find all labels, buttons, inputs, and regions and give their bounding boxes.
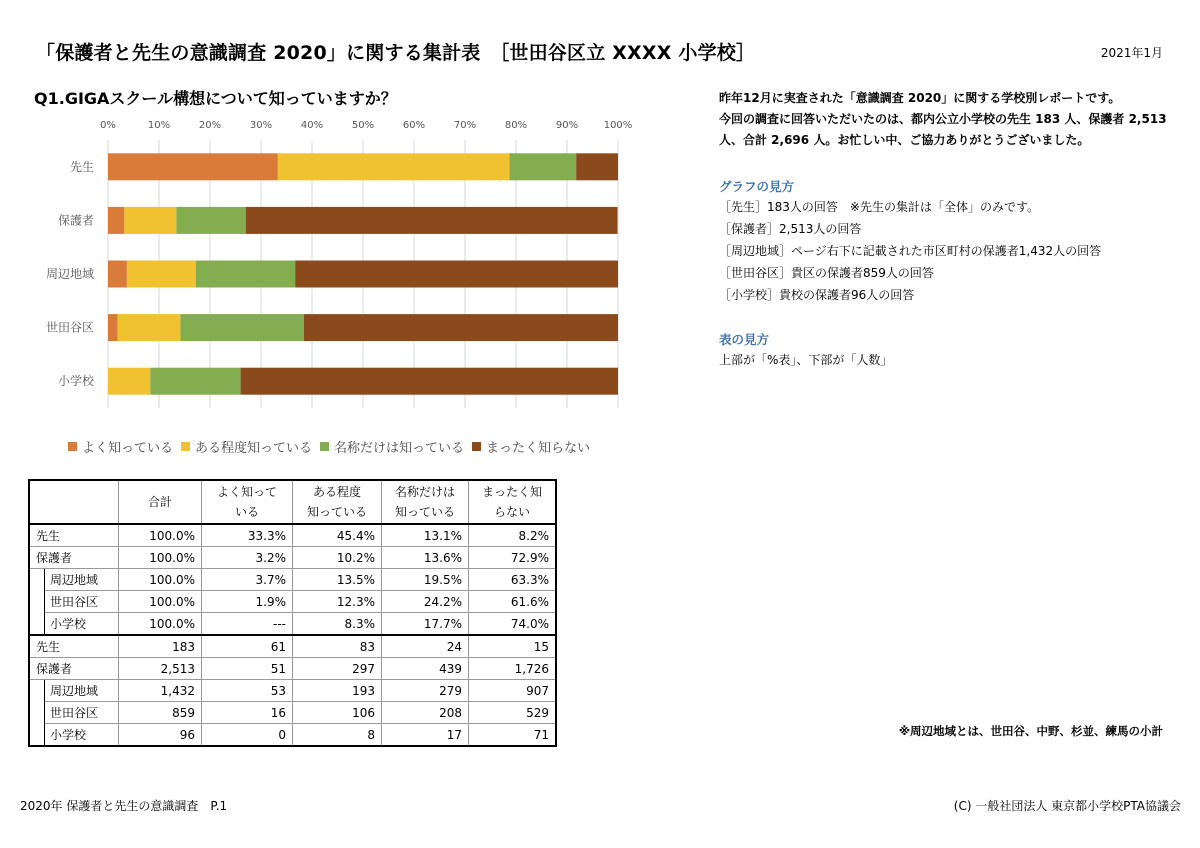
table-row — [29, 724, 556, 747]
indent-cell — [29, 702, 45, 724]
table-cell: 100.0% — [119, 569, 202, 591]
legend-item — [472, 437, 590, 456]
count-rows — [29, 635, 556, 746]
table-cell: 100.0% — [119, 547, 202, 569]
graph-guide-line: ［世田谷区］貴区の保護者859人の回答 — [719, 266, 934, 280]
table-cell: 10.2% — [293, 547, 382, 569]
table-cell: 1,726 — [469, 658, 557, 680]
row-label: 小学校 — [45, 724, 119, 747]
graph-guide-line: ［保護者］2,513人の回答 — [719, 222, 862, 236]
table-cell: 51 — [202, 658, 293, 680]
table-row — [29, 680, 556, 702]
table-cell: 24.2% — [382, 591, 469, 613]
footer-copyright: (C) 一般社団法人 東京都小学校PTA協議会 — [953, 799, 1181, 813]
bar-segment — [108, 368, 150, 395]
table-cell: 17.7% — [382, 613, 469, 636]
table-cell: 83 — [293, 635, 382, 658]
row-label: 世田谷区 — [45, 702, 119, 724]
table-header — [29, 480, 556, 524]
x-tick-label: 90% — [555, 120, 579, 131]
intro-line: 昨年12月に実査された「意識調査 2020」に関する学校別レポートです。 — [719, 91, 1121, 105]
bar-segment — [241, 368, 618, 395]
legend-swatch — [68, 442, 77, 451]
legend-swatch — [181, 442, 190, 451]
stacked-bar-chart — [34, 112, 644, 412]
table-cell: 12.3% — [293, 591, 382, 613]
table-cell: 13.1% — [382, 524, 469, 547]
footer-survey-page: 2020年 保護者と先生の意識調査 P.1 — [20, 799, 228, 813]
table-cell: 208 — [382, 702, 469, 724]
table-cell: 45.4% — [293, 524, 382, 547]
row-label: 周辺地域 — [45, 680, 119, 702]
bar-segment — [108, 153, 278, 180]
indent-cell — [29, 613, 45, 636]
category-label: 周辺地域 — [45, 267, 94, 281]
legend-label: よく知っている — [82, 441, 174, 456]
bar-segment — [127, 261, 196, 288]
table-guide-text: 上部が「%表」、下部が「人数」 — [719, 353, 893, 367]
row-label: 先生 — [29, 635, 119, 658]
chart-legend — [68, 437, 590, 456]
table-cell: 859 — [119, 702, 202, 724]
table-cell: 19.5% — [382, 569, 469, 591]
bar-segment — [108, 207, 124, 234]
row-label: 世田谷区 — [45, 591, 119, 613]
bar-segment — [278, 153, 510, 180]
x-tick-label: 50% — [351, 120, 375, 131]
bar-segment — [304, 314, 618, 341]
x-tick-label: 70% — [453, 120, 477, 131]
table-cell: 24 — [382, 635, 469, 658]
table-cell: 279 — [382, 680, 469, 702]
row-label: 先生 — [29, 524, 119, 547]
x-tick-label: 40% — [300, 120, 324, 131]
table-cell: 17 — [382, 724, 469, 747]
graph-guide-list — [719, 196, 1101, 306]
x-tick-label: 80% — [504, 120, 528, 131]
graph-guide-line: ［先生］183人の回答 ※先生の集計は「全体」のみです。 — [719, 200, 1040, 214]
page-title: 「保護者と先生の意識調査 2020」に関する集計表 ［世田谷区立 XXXX 小学校］ — [36, 42, 756, 64]
table-row — [29, 547, 556, 569]
indent-cell — [29, 724, 45, 747]
table-cell: 61.6% — [469, 591, 557, 613]
graph-guide-line: ［小学校］貴校の保護者96人の回答 — [719, 288, 915, 302]
bar-segment — [108, 261, 127, 288]
bar-segment — [246, 207, 618, 234]
report-date: 2021年1月 — [1100, 46, 1163, 60]
bar-segment — [150, 368, 240, 395]
column-header: 名称だけは 知っている — [382, 480, 469, 524]
table-cell: 3.2% — [202, 547, 293, 569]
header-row — [29, 480, 556, 524]
category-label: 小学校 — [57, 374, 94, 389]
x-tick-label: 30% — [249, 120, 273, 131]
legend-label: ある程度知っている — [195, 441, 313, 456]
table-cell: 16 — [202, 702, 293, 724]
table-cell: 2,513 — [119, 658, 202, 680]
table-cell: 71 — [469, 724, 557, 747]
table-cell: 33.3% — [202, 524, 293, 547]
bar-segment — [295, 261, 618, 288]
column-header: ある程度 知っている — [293, 480, 382, 524]
x-tick-label: 100% — [603, 120, 633, 131]
x-tick-label: 60% — [402, 120, 426, 131]
percent-rows — [29, 524, 556, 635]
legend-item — [320, 437, 464, 456]
x-tick-label: 10% — [147, 120, 171, 131]
table-cell: 53 — [202, 680, 293, 702]
table-row — [29, 524, 556, 547]
region-note: ※周辺地域とは、世田谷、中野、杉並、練馬の小計 — [898, 724, 1163, 738]
table-cell: 193 — [293, 680, 382, 702]
table-cell: 106 — [293, 702, 382, 724]
legend-swatch — [320, 442, 329, 451]
table-cell: 63.3% — [469, 569, 557, 591]
bar-segment — [124, 207, 176, 234]
row-label: 保護者 — [29, 658, 119, 680]
category-label: 保護者 — [57, 213, 94, 228]
indent-cell — [29, 680, 45, 702]
bar-segment — [196, 261, 295, 288]
intro-text — [719, 88, 1169, 151]
table-row — [29, 658, 556, 680]
legend-item — [68, 437, 173, 456]
table-cell: 100.0% — [119, 613, 202, 636]
table-cell: 3.7% — [202, 569, 293, 591]
table-cell: 96 — [119, 724, 202, 747]
category-label: 先生 — [69, 159, 94, 174]
category-label: 世田谷区 — [45, 320, 94, 335]
bar-segment — [176, 207, 245, 234]
table-cell: 61 — [202, 635, 293, 658]
data-table — [28, 479, 557, 747]
table-cell: 907 — [469, 680, 557, 702]
graph-guide-line: ［周辺地域］ページ右下に記載された市区町村の保護者1,432人の回答 — [719, 244, 1102, 258]
table-cell: 13.5% — [293, 569, 382, 591]
table-cell: 72.9% — [469, 547, 557, 569]
table-cell: 8.3% — [293, 613, 382, 636]
table-cell: 297 — [293, 658, 382, 680]
table-cell: 1,432 — [119, 680, 202, 702]
table-cell: 183 — [119, 635, 202, 658]
table-cell: 13.6% — [382, 547, 469, 569]
indent-cell — [29, 591, 45, 613]
table-cell: --- — [202, 613, 293, 636]
corner-cell — [29, 480, 119, 524]
table-cell: 439 — [382, 658, 469, 680]
legend-label: 名称だけは知っている — [334, 441, 465, 456]
column-header: まったく知 らない — [469, 480, 557, 524]
table-row — [29, 635, 556, 658]
x-tick-label: 20% — [198, 120, 222, 131]
legend-swatch — [472, 442, 481, 451]
table-cell: 0 — [202, 724, 293, 747]
table-cell: 1.9% — [202, 591, 293, 613]
bar-segment — [118, 314, 181, 341]
table-row — [29, 569, 556, 591]
bar-segment — [180, 314, 303, 341]
indent-cell — [29, 569, 45, 591]
table-cell: 100.0% — [119, 591, 202, 613]
table-cell: 529 — [469, 702, 557, 724]
table-row — [29, 591, 556, 613]
table-row — [29, 613, 556, 636]
row-label: 保護者 — [29, 547, 119, 569]
legend-label: まったく知らない — [486, 441, 591, 456]
table-guide-heading: 表の見方 — [719, 332, 770, 347]
table-cell: 74.0% — [469, 613, 557, 636]
bar-segment — [108, 314, 118, 341]
row-label: 周辺地域 — [45, 569, 119, 591]
intro-line: 今回の調査に回答いただいたのは、都内公立小学校の先生 183 人、保護者 2,513 — [719, 112, 1167, 126]
table-cell: 15 — [469, 635, 557, 658]
table-cell: 100.0% — [119, 524, 202, 547]
column-header: よく知って いる — [202, 480, 293, 524]
bar-segment — [576, 153, 618, 180]
table-cell: 8 — [293, 724, 382, 747]
graph-guide-heading: グラフの見方 — [719, 179, 795, 194]
table-row — [29, 702, 556, 724]
bar-segment — [509, 153, 576, 180]
question-title: Q1.GIGAスクール構想について知っていますか？ — [34, 89, 397, 108]
x-tick-label: 0% — [100, 120, 116, 131]
legend-item — [181, 437, 312, 456]
row-label: 小学校 — [45, 613, 119, 636]
intro-line: 人、合計 2,696 人。お忙しい中、ご協力ありがとうございました。 — [719, 133, 1090, 147]
table-cell: 8.2% — [469, 524, 557, 547]
column-header: 合計 — [119, 480, 202, 524]
